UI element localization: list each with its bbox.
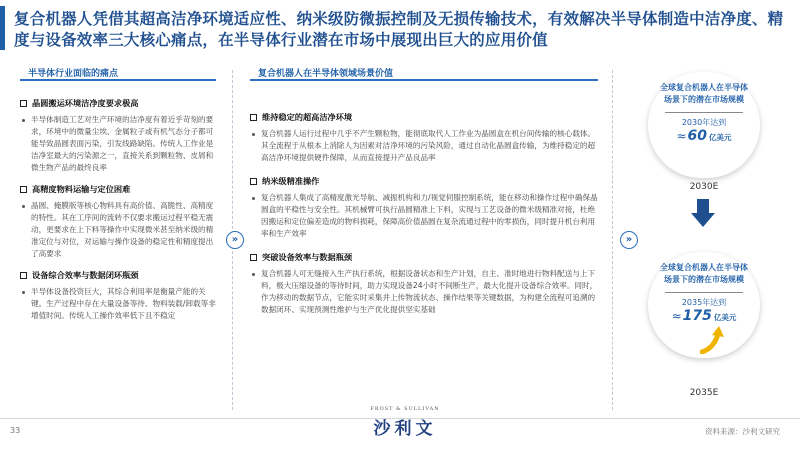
pain-points-column <box>20 96 216 330</box>
pain-point-text: 晶圆、掩膜版等核心物料具有高价值、高脆性、高精度的特性。其在工序间的流转不仅要求搬运过程平稳无震动，更要求在上下料等操作中实现微米甚至纳米级的精准定位与对位，对运输与操作设备的稳定性和精度提出了高要求 <box>31 201 214 258</box>
value-item-2 <box>250 174 598 240</box>
value-title: 维持稳定的超高洁净环境 <box>262 111 353 122</box>
value-title: 纳米级精准操作 <box>262 175 320 186</box>
value-text: 复合机器人集成了高精度激光导航、减振机构和力/视觉伺服控制系统，能在移动和操作过程中确保晶圆盒的平稳性与安全性。其机械臂可执行晶圆精准上下料，实现与工艺设备的微米级精准对接，杜绝因搬运和定位偏差造成的物料损耗，保障高价值晶圆在复杂流通过程中的零损伤，同时提升机台利用率和生产效率 <box>261 193 598 238</box>
bullet-icon <box>22 205 25 208</box>
pain-point-title: 晶圆搬运环境洁净度要求极高 <box>32 97 139 108</box>
bullet-icon <box>252 273 255 276</box>
pain-point-1 <box>20 96 216 174</box>
mid-panel-heading: 复合机器人在半导体领域场景价值 <box>258 69 394 79</box>
pain-point-title: 设备综合效率与数据闭环瓶颈 <box>32 269 139 280</box>
checkbox-square-icon <box>250 254 257 261</box>
pain-point-3 <box>20 268 216 322</box>
double-chevron-right-icon: » <box>231 234 239 245</box>
pain-point-text: 半导体制造工艺对生产环境的洁净度有着近乎苛刻的要求，环境中的微量尘埃、金属粒子或有机气态分子都可能导致晶圆表面污染，引发线路缺陷。传统人工作业是洁净室最大的污染源之一，直接关系到颗粒物、皮屑和微生物产品的最终良率 <box>31 115 214 172</box>
title-accent-bar <box>0 6 5 50</box>
down-arrow-shaft <box>697 199 709 214</box>
market-value: 60 <box>687 128 708 144</box>
left-heading-rule <box>20 79 216 81</box>
year-label-2030: 2030E <box>689 182 719 192</box>
market-unit: 亿美元 <box>713 313 737 322</box>
market-card-year: 2030年达到 <box>681 118 727 127</box>
value-column <box>250 110 598 324</box>
double-chevron-right-icon: » <box>625 234 633 245</box>
pain-point-2 <box>20 182 216 260</box>
value-title: 突破设备效率与数据瓶颈 <box>262 251 353 262</box>
bullet-icon <box>22 119 25 122</box>
bullet-icon <box>22 291 25 294</box>
approx-symbol: ≈ <box>676 129 687 143</box>
year-label-2035: 2035E <box>689 388 719 398</box>
pain-point-title: 高精度物料运输与定位困难 <box>32 183 131 194</box>
logo-tagline: FROST & SULLIVAN <box>370 406 440 412</box>
bullet-icon <box>252 197 255 200</box>
approx-symbol: ≈ <box>671 309 682 323</box>
value-text: 复合机器人运行过程中几乎不产生颗粒物，能彻底取代人工作业为晶圆盒在机台间传输的核心载体。其全流程于从根本上消除人为因素对洁净环境的污染风险，通过自动化晶圆盒传输，为维持稳定的超高洁净环境提供硬件保障，从而直接提升产品良品率 <box>261 129 596 162</box>
mid-heading-rule <box>250 79 598 81</box>
market-card-title: 全球复合机器人在半导体场景下的潜在市场规模 <box>660 263 748 284</box>
market-value: 175 <box>682 308 712 324</box>
page-number: 33 <box>10 426 21 435</box>
next-arrow-circle <box>226 231 244 249</box>
market-size-2030-card <box>648 72 760 178</box>
value-text: 复合机器人可无缝接入生产执行系统，根据设备状态和生产计划，自主、准时地进行物料配送与上下料，极大压缩设备的等待时间，助力实现设备24小时不间断生产，最大化提升设备综合效率。同时，作为移动的数据节点，它能实时采集并上传物流状态、操作结果等关键数据，为构建全流程可追溯的数据闭环、实现预测性维护与生产优化提供坚实基础 <box>261 269 598 314</box>
checkbox-square-icon <box>20 186 27 193</box>
source-note: 资料来源：沙利文研究 <box>705 427 780 436</box>
market-card-title: 全球复合机器人在半导体场景下的潜在市场规模 <box>660 83 748 104</box>
next-arrow-circle-2 <box>620 231 638 249</box>
checkbox-square-icon <box>20 100 27 107</box>
value-item-3 <box>250 250 598 316</box>
page-title: 复合机器人凭借其超高洁净环境适应性、纳米级防微振控制及无损传输技术，有效解决半导体制造中洁净度、精度与设备效率三大核心痛点，在半导体行业潜在市场中展现出巨大的应用价值 <box>14 9 784 49</box>
checkbox-square-icon <box>250 178 257 185</box>
left-panel-heading: 半导体行业面临的痛点 <box>28 69 119 79</box>
bullet-icon <box>252 133 255 136</box>
checkbox-square-icon <box>20 272 27 279</box>
right-divider <box>612 70 613 410</box>
company-logo: 沙利文 <box>373 419 437 439</box>
down-arrow-icon <box>691 213 715 227</box>
growth-arrow-icon <box>700 326 726 354</box>
value-item-1 <box>250 110 598 164</box>
pain-point-text: 半导体设备投资巨大，其综合利用率是衡量产能的关键。生产过程中存在大量设备等待、物料装载/卸载等非增值时间。传统人工操作效率低下且不稳定 <box>31 287 216 320</box>
market-unit: 亿美元 <box>709 133 732 142</box>
market-card-year: 2035年达到 <box>681 298 727 307</box>
checkbox-square-icon <box>250 114 257 121</box>
